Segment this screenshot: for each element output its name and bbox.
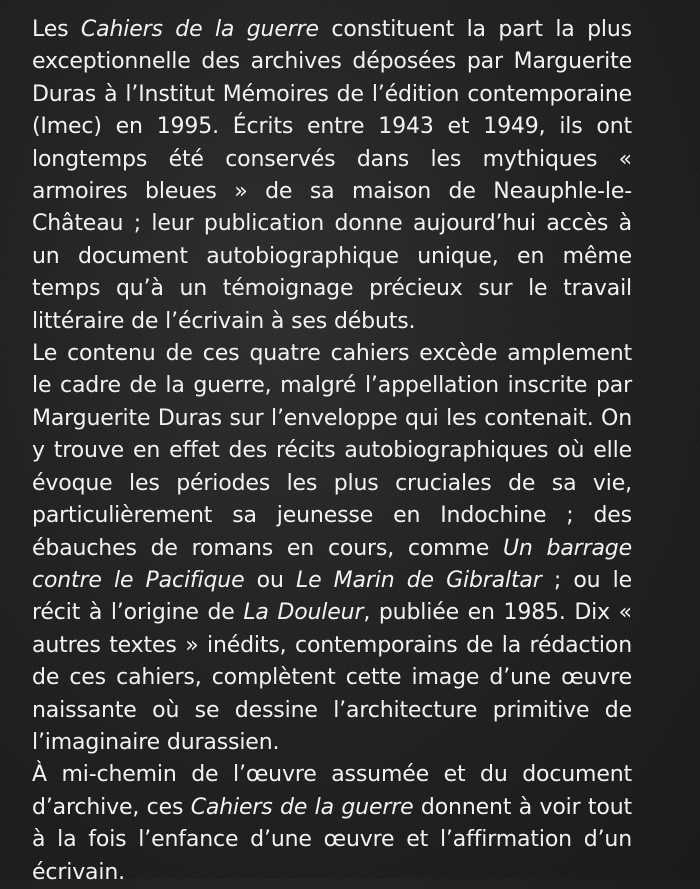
italic-title: La Douleur xyxy=(243,600,364,626)
text-run: Les xyxy=(32,17,81,42)
paragraph-3 xyxy=(32,759,632,889)
italic-title: Le Marin de Gibraltar xyxy=(295,567,542,593)
text-run: ; ou le récit à l’origine de xyxy=(32,567,632,626)
back-cover-text xyxy=(32,14,632,889)
paragraph-1 xyxy=(32,14,632,338)
text-run: , publiée en 1985. Dix « autres textes » inédits, contemporains de la rédaction de ces cahiers, complètent cette image d’une œuvre naissante où se dessine l’architecture primitive de l’imaginaire durassien. xyxy=(32,600,632,755)
text-run: constituent la part la plus exceptionnelle des archives déposées par Marguerite Duras à l’Institut Mémoires de l’édition contemporaine (Imec) en 1995. Écrits entre 1943 et 1949, ils ont longtemps été conservés dans les mythiques « armoires bleues » de sa maison de Neauphle-le-Château ; leur publication donne aujourd’hui accès à un document autobiographique unique, en même temps qu’à un témoignage précieux sur le travail littéraire de l’écrivain à ses débuts. xyxy=(32,17,632,334)
italic-title: Cahiers de la guerre xyxy=(190,794,414,820)
text-run: ou xyxy=(244,567,296,593)
italic-title: Cahiers de la guerre xyxy=(80,17,319,42)
italic-title: Un barrage contre le Pacifique xyxy=(32,535,632,593)
paragraph-2 xyxy=(32,338,632,759)
text-run: donnent à voir tout à la fois l’enfance d’une œuvre et l’affirmation d’un écrivain. xyxy=(32,794,632,885)
text-run: Le contenu de ces quatre cahiers excède amplement le cadre de la guerre, malgré l’appellation inscrite par Marguerite Duras sur l’enveloppe qui les contenait. On y trouve en effet des récits autobiographiques où elle évoque les périodes les plus cruciales de sa vie, particulièrement sa jeunesse en Indochine ; des ébauches de romans en cours, comme xyxy=(32,341,632,561)
text-run: À mi-chemin de l’œuvre assumée et du document d’archive, ces xyxy=(32,762,632,820)
